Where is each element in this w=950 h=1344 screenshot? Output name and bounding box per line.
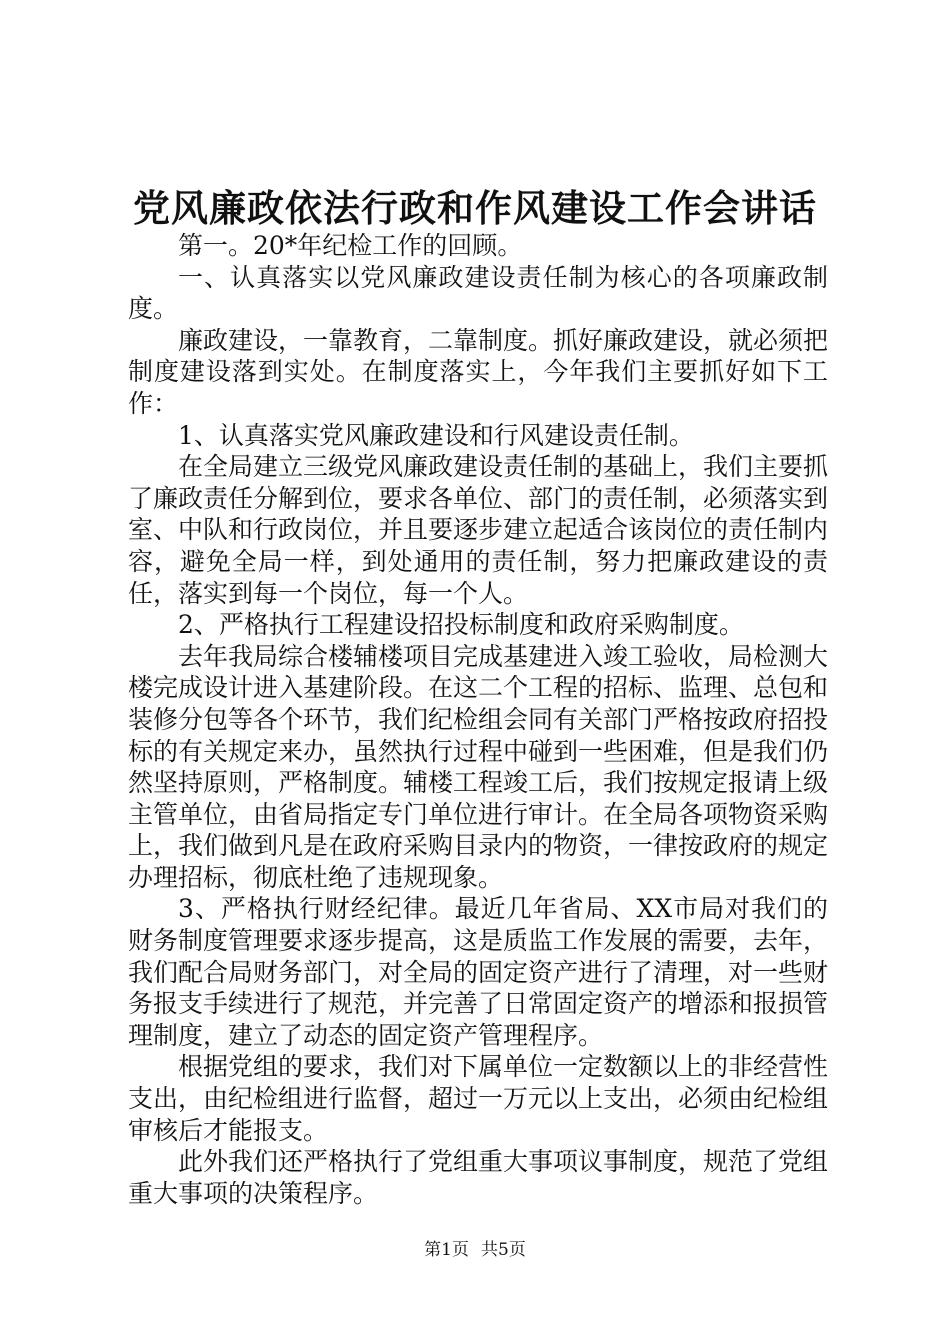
document-body [128, 230, 828, 1209]
paragraph-intro: 廉政建设，一靠教育，二靠制度。抓好廉政建设，就必须把制度建设落到实处。在制度落实上，今年我们主要抓好如下工作： [128, 325, 829, 418]
page-footer [0, 1238, 950, 1262]
paragraph-item-3: 3、严格执行财经纪律。最近几年省局、XX市局对我们的财务制度管理要求逐步提高，这是质监工作发展的需要，去年，我们配合局财务部门，对全局的固定资产进行了清理，对一些财务报支手续进行了规范，并完善了日常固定资产的增添和报损管理制度，建立了动态的固定资产管理程序。 [128, 894, 829, 1050]
paragraph-item-2-heading: 2、严格执行工程建设招投标制度和政府采购制度。 [178, 610, 744, 640]
document-title: 党风廉政依法行政和作风建设工作会讲话 [133, 186, 817, 230]
paragraph-supervision: 根据党组的要求，我们对下属单位一定数额以上的非经营性支出，由纪检组进行监督，超过一万元以上支出，必须由纪检组审核后才能报支。 [128, 1052, 829, 1145]
paragraph-section-heading: 第一。20*年纪检工作的回顾。 [178, 231, 523, 260]
page-total: 共5页 [481, 1240, 526, 1260]
page-number: 第1页 [424, 1240, 469, 1260]
paragraph-heading-1: 一、认真落实以党风廉政建设责任制为核心的各项廉政制度。 [128, 262, 828, 324]
paragraph-item-1-heading: 1、认真落实党风廉政建设和行风建设责任制。 [178, 420, 694, 450]
paragraph-decision-procedure: 此外我们还严格执行了党组重大事项议事制度，规范了党组重大事项的决策程序。 [128, 1147, 829, 1208]
paragraph-item-2-body: 去年我局综合楼辅楼项目完成基建进入竣工验收，局检测大楼完成设计进入基建阶段。在这二个工程的招标、监理、总包和装修分包等各个环节，我们纪检组会同有关部门严格按政府招投标的有关规定来办，虽然执行过程中碰到一些困难，但是我们仍然坚持原则，严格制度。辅楼工程竣工后，我们按规定报请上级主管单位，由省局指定专门单位进行审计。在全局各项物资采购上，我们做到凡是在政府采购目录内的物资，一律按政府的规定办理招标，彻底杜绝了违规现象。 [128, 641, 829, 892]
paragraph-item-1-body: 在全局建立三级党风廉政建设责任制的基础上，我们主要抓了廉政责任分解到位，要求各单位、部门的责任制，必须落实到室、中队和行政岗位，并且要逐步建立起适合该岗位的责任制内容，避免全局一样，到处通用的责任制，努力把廉政建设的责任，落实到每一个岗位，每一个人。 [128, 452, 829, 608]
